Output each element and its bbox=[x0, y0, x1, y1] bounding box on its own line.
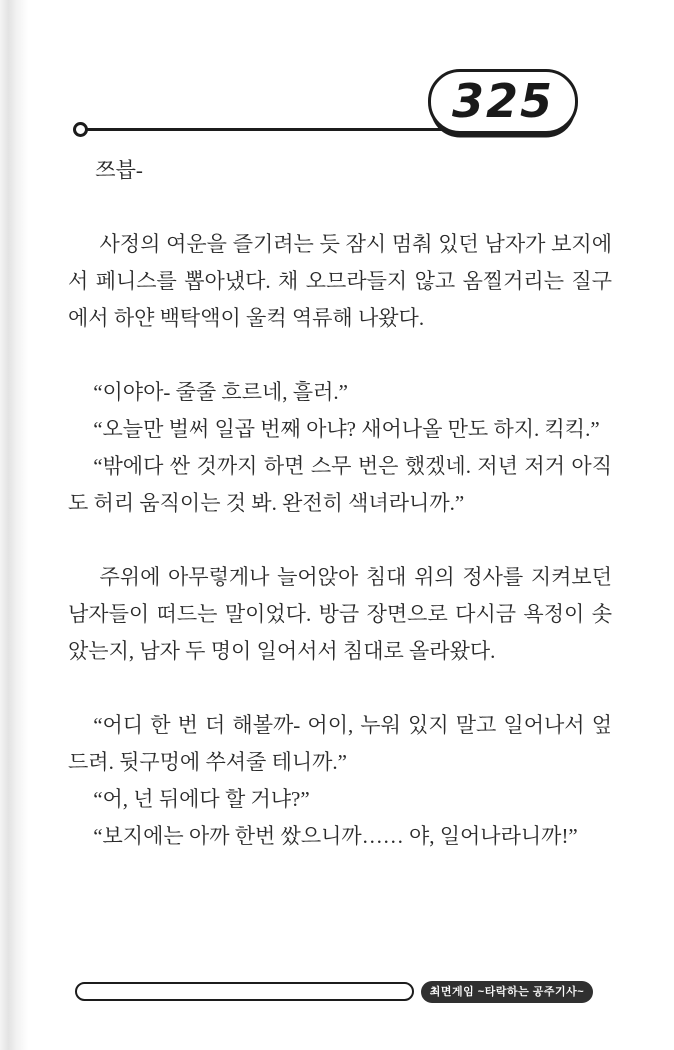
dialogue-line: “어디 한 번 더 해볼까- 어이, 누워 있지 말고 일어나서 엎드려. 뒷구멍에 쑤셔줄 테니까.” bbox=[68, 713, 612, 774]
narration-block bbox=[68, 559, 612, 670]
narration-paragraph: 주위에 아무렇게나 늘어앉아 침대 위의 정사를 지켜보던 남자들이 떠드는 말이었다. 방금 장면으로 다시금 욕정이 솟았는지, 남자 두 명이 일어서서 침대로 올라왔다. bbox=[68, 565, 612, 663]
circle-end-icon bbox=[73, 122, 88, 137]
dialogue-line: “어, 넌 뒤에다 할 거냐?” bbox=[93, 787, 310, 811]
dialogue-line: “보지에는 아까 한번 쌌으니까…… 야, 일어나라니까!” bbox=[93, 824, 578, 848]
page-edge-shadow bbox=[0, 0, 28, 1050]
dialogue-block bbox=[68, 707, 612, 855]
sfx-line: 쯔븝- bbox=[95, 158, 143, 182]
page-number-badge bbox=[428, 69, 578, 134]
footer-title-box bbox=[75, 982, 414, 1001]
page-number: 325 bbox=[451, 73, 555, 128]
page-text bbox=[68, 152, 612, 892]
dialogue-block bbox=[68, 374, 612, 522]
narration-paragraph: 사정의 여운을 즐기려는 듯 잠시 멈춰 있던 남자가 보지에서 페니스를 뽑아냈다. 채 오므라들지 않고 옴찔거리는 질구에서 하얀 백탁액이 울컥 역류해 나왔다. bbox=[68, 232, 612, 330]
sfx-block bbox=[68, 152, 612, 189]
book-title-badge: 최면게임 ~타락하는 공주기사~ bbox=[421, 981, 593, 1003]
dialogue-line: “이야아- 줄줄 흐르네, 흘러.” bbox=[93, 380, 348, 404]
dialogue-line: “밖에다 싼 것까지 하면 스무 번은 했겠네. 저년 저거 아직도 허리 움직이는 것 봐. 완전히 색녀라니까.” bbox=[68, 454, 612, 515]
dialogue-line: “오늘만 벌써 일곱 번째 아냐? 새어나올 만도 하지. 킥킥.” bbox=[93, 417, 600, 441]
narration-block bbox=[68, 226, 612, 337]
